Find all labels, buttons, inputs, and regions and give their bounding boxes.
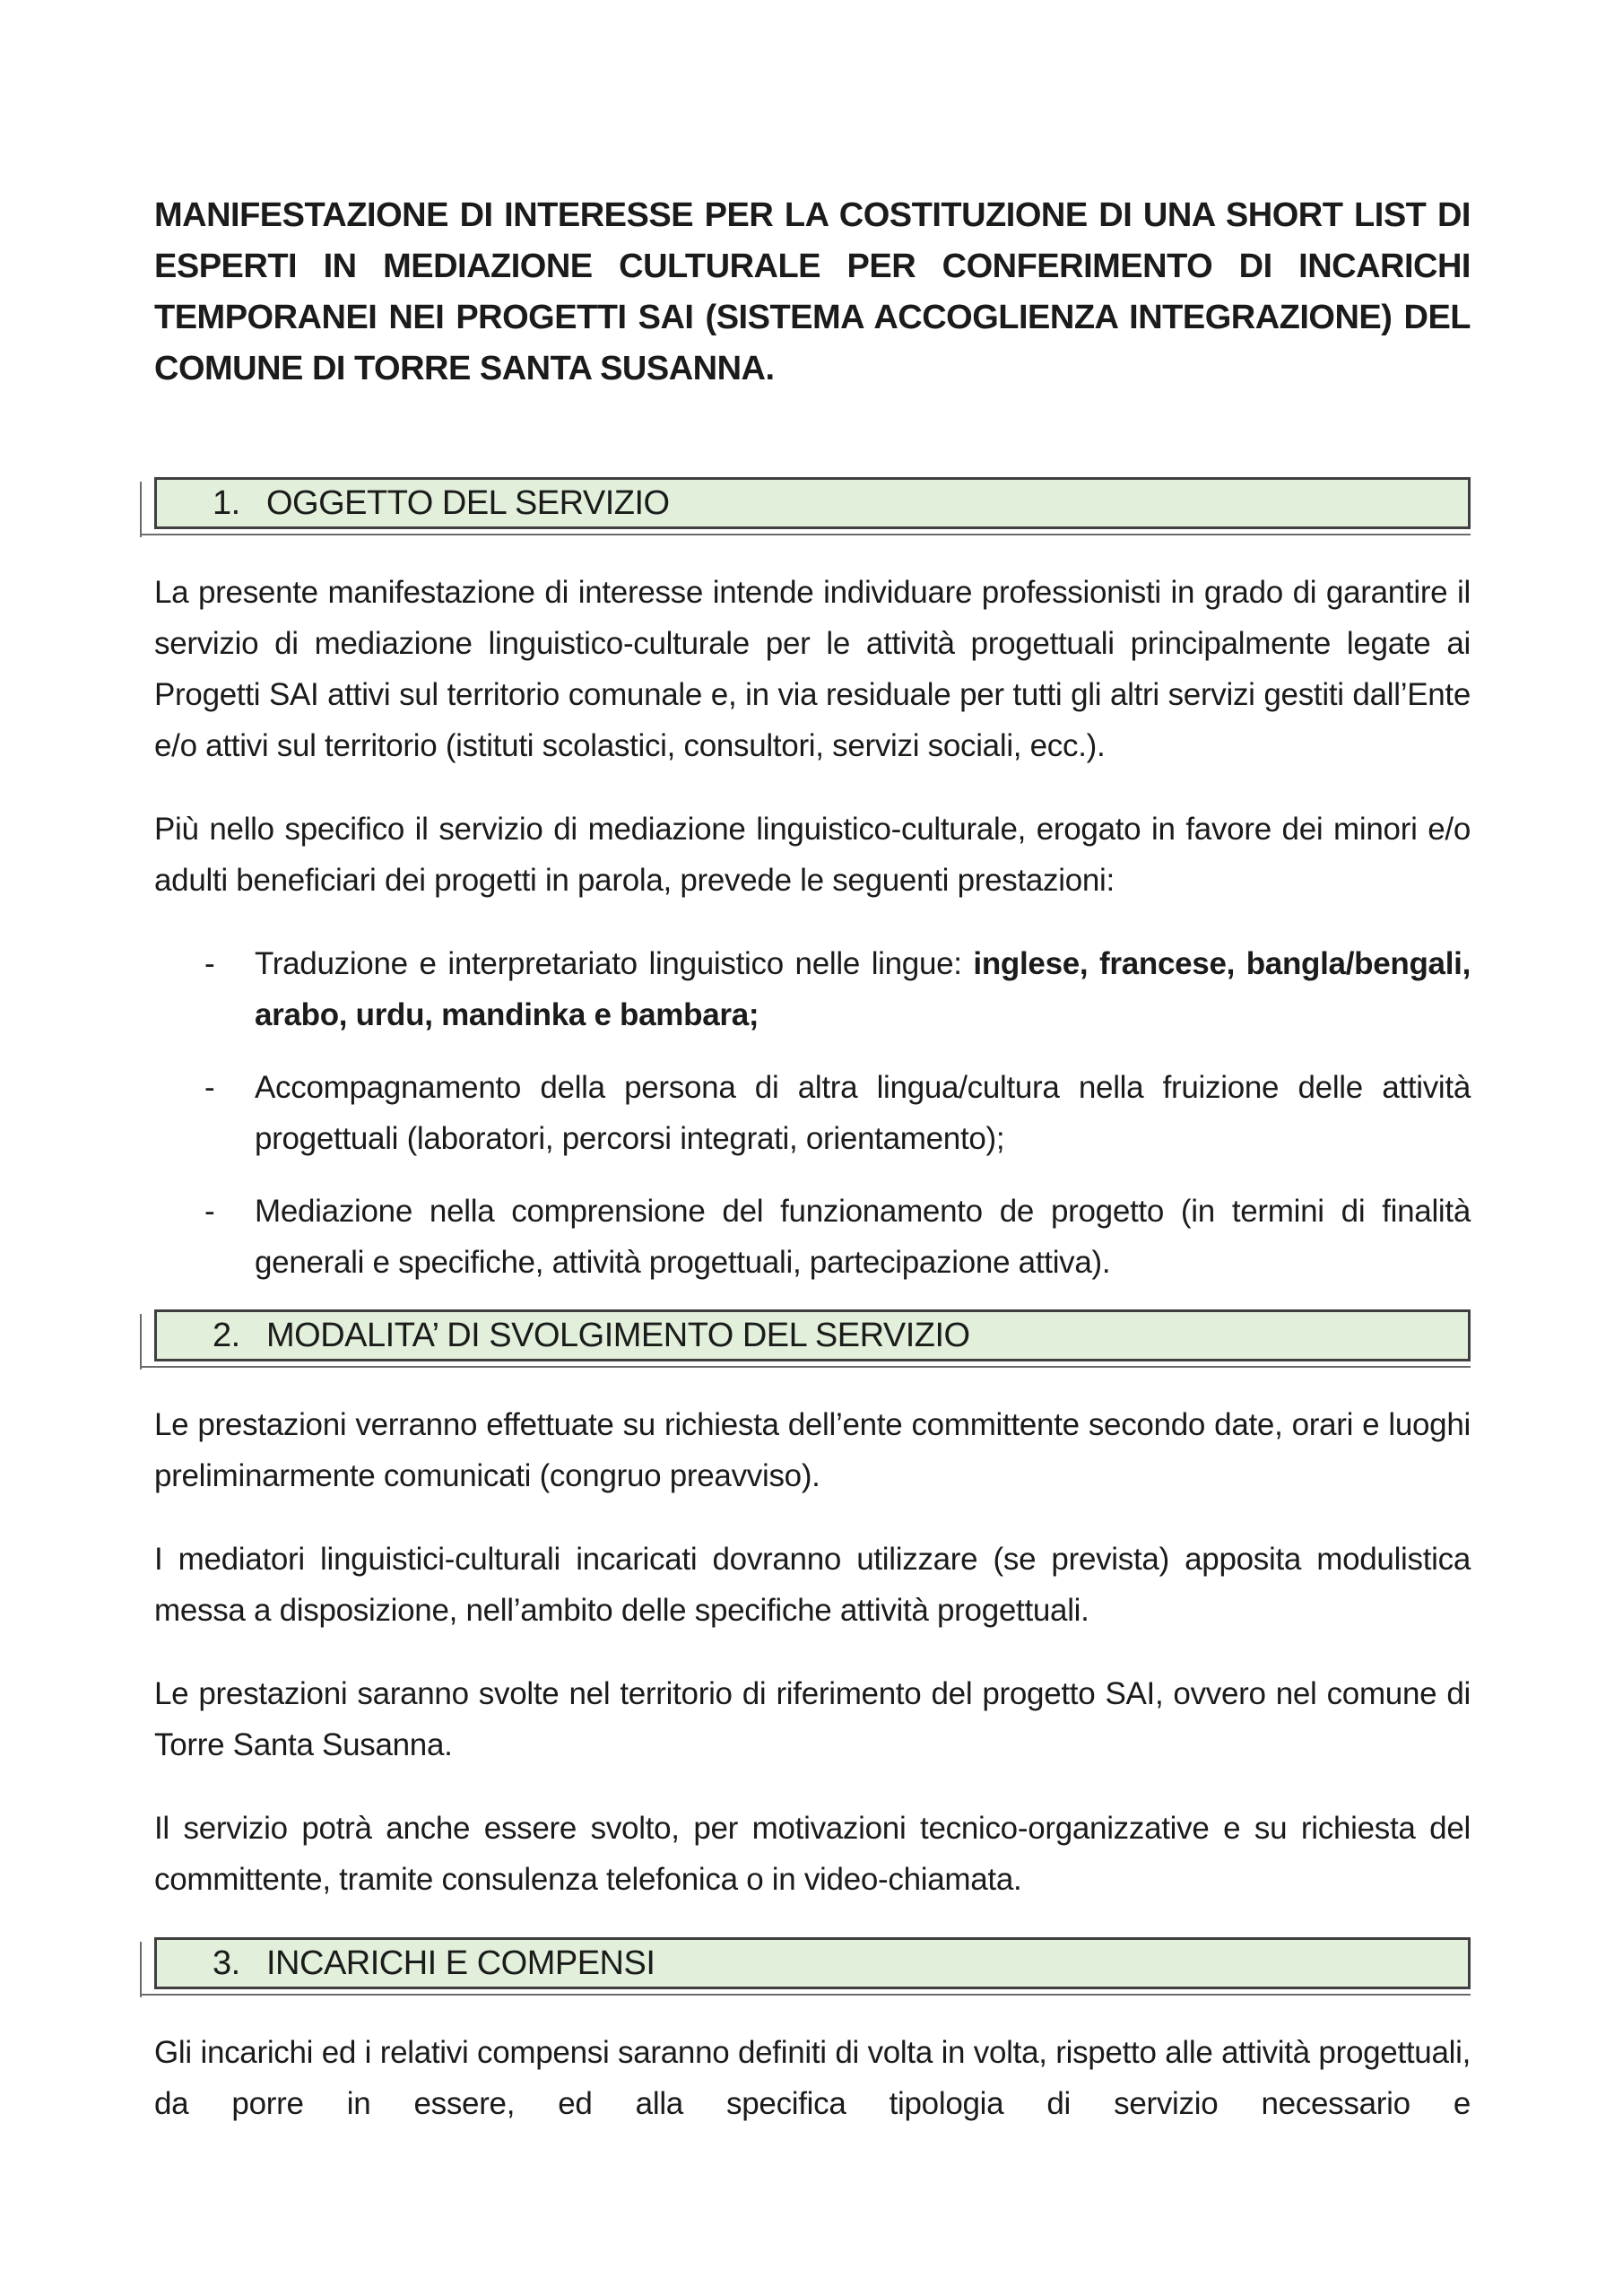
list-item (204, 938, 1471, 1040)
paragraph: Più nello specifico il servizio di mediazione linguistico-culturale, erogato in favore dei minori e/o adulti beneficiari dei progetti in parola, prevede le seguenti prestazioni: (154, 812, 1471, 898)
section-3-header (154, 1937, 1471, 1989)
bullet-marker: - (204, 946, 215, 981)
section-2-number: 2. (213, 1316, 240, 1354)
paragraph: La presente manifestazione di interesse intende individuare professionisti in grado di garantire il servizio di mediazione linguistico-culturale per le attività progettuali principalmente legate ai Progetti SAI attivi sul territorio comunale e, in via residuale per tutti gli altri servizi gestiti dall’Ente e/o attivi sul territorio (istituti scolastici, consultori, servizi sociali, ecc.). (154, 575, 1471, 763)
bullet-text: Mediazione nella comprensione del funzionamento de progetto (in termini di finalità generali e specifiche, attività progettuali, partecipazione attiva). (255, 1194, 1471, 1280)
paragraph: I mediatori linguistici-culturali incaricati dovranno utilizzare (se prevista) apposita modulistica messa a disposizione, nell’ambito delle specifiche attività progettuali. (154, 1542, 1471, 1628)
paragraph: Le prestazioni saranno svolte nel territorio di riferimento del progetto SAI, ovvero nel comune di Torre Santa Susanna. (154, 1676, 1471, 1762)
bullet-marker: - (204, 1194, 215, 1229)
bullet-text-bold: inglese, francese, bangla/bengali, arabo, urdu, mandinka e bambara; (255, 946, 1471, 1032)
section-1-number: 1. (213, 483, 240, 522)
bullet-list (154, 938, 1471, 1288)
section-3-number: 3. (213, 1944, 240, 1982)
section-1-header (154, 477, 1471, 529)
bullet-text: Traduzione e interpretariato linguistico nelle lingue: inglese, francese, bangla/bengali, arabo, urdu, mandinka e bambara; (255, 946, 1471, 1032)
paragraph: Gli incarichi ed i relativi compensi saranno definiti di volta in volta, rispetto alle attività progettuali, da porre in essere, ed alla specifica tipologia di servizio necessario e (154, 2035, 1471, 2121)
section-3-heading: INCARICHI E COMPENSI (266, 1944, 655, 1982)
bullet-marker: - (204, 1070, 215, 1105)
paragraph: Il servizio potrà anche essere svolto, per motivazioni tecnico-organizzative e su richiesta del committente, tramite consulenza telefonica o in video-chiamata. (154, 1811, 1471, 1897)
document-title: MANIFESTAZIONE DI INTERESSE PER LA COSTITUZIONE DI UNA SHORT LIST DI ESPERTI IN MEDIAZIONE CULTURALE PER CONFERIMENTO DI INCARICHI TEMPORANEI NEI PROGETTI SAI (SISTEMA ACCOGLIENZA INTEGRAZIONE) DEL COMUNE DI TORRE SANTA SUSANNA. (154, 196, 1471, 387)
paragraph: Le prestazioni verranno effettuate su richiesta dell’ente committente secondo date, orari e luoghi preliminarmente comunicati (congruo preavviso). (154, 1407, 1471, 1493)
list-item (204, 1186, 1471, 1288)
section-2-heading: MODALITA’ DI SVOLGIMENTO DEL SERVIZIO (266, 1316, 970, 1354)
section-1-heading: OGGETTO DEL SERVIZIO (266, 483, 670, 522)
bullet-text: Accompagnamento della persona di altra lingua/cultura nella fruizione delle attività progettuali (laboratori, percorsi integrati, orientamento); (255, 1070, 1471, 1156)
section-2-header (154, 1309, 1471, 1361)
list-item (204, 1062, 1471, 1164)
